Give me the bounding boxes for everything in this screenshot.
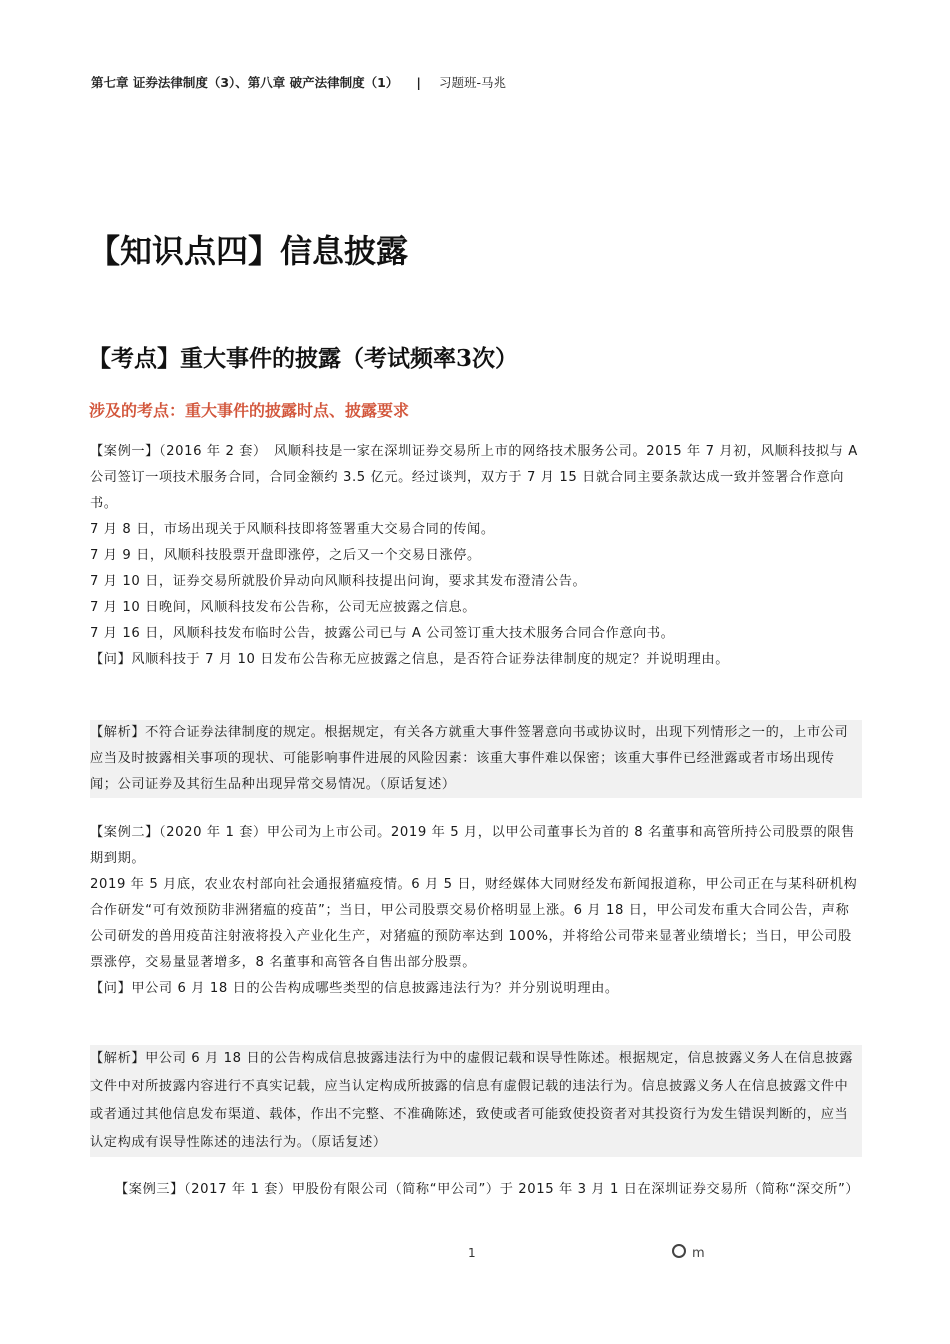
case-one-line: 7 月 10 日晚间，风顺科技发布公告称，公司无应披露之信息。	[90, 600, 477, 615]
case-one-line: 7 月 16 日，风顺科技发布临时公告，披露公司已与 A 公司签订重大技术服务合同合作意向书。	[90, 626, 675, 641]
footer-logo-text: m	[692, 1246, 705, 1261]
case-one	[90, 439, 862, 673]
footer-logo	[672, 1244, 705, 1261]
header-separator: |	[416, 75, 421, 90]
analysis-two-text: 【解析】甲公司 6 月 18 日的公告构成信息披露违法行为中的虚假记载和误导性陈述。根据规定，信息披露义务人在信息披露文件中对所披露内容进行不真实记载，应当认定构成所披露的信息有虚假记载的违法行为。信息披露义务人在信息披露文件中或者通过其他信息发布渠道、载体，作出不完整、不准确陈述，致使或者可能致使投资者对其投资行为发生错误判断的，应当认定构成有误导性陈述的违法行为。（原话复述）	[90, 1051, 854, 1150]
header-course: 习题班-马兆	[438, 75, 506, 90]
case-one-line: 7 月 10 日，证券交易所就股价异动向风顺科技提出问询，要求其发布澄清公告。	[90, 574, 587, 589]
case-one-line: 7 月 8 日，市场出现关于风顺科技即将签署重大交易合同的传闻。	[90, 522, 495, 537]
section-heading: 【考点】重大事件的披露（考试频率3次）	[88, 345, 519, 372]
analysis-two	[90, 1045, 862, 1157]
case-two-question: 【问】甲公司 6 月 18 日的公告构成哪些类型的信息披露违法行为？并分别说明理由。	[90, 981, 619, 996]
case-two	[90, 820, 862, 1002]
case-one-line: 7 月 9 日，风顺科技股票开盘即涨停，之后又一个交易日涨停。	[90, 548, 481, 563]
section-subtitle: 涉及的考点：重大事件的披露时点、披露要求	[89, 401, 410, 420]
case-one-line: 【案例一】（2016 年 2 套） 风顺科技是一家在深圳证券交易所上市的网络技术服务公司。2015 年 7 月初，风顺科技拟与 A 公司签订一项技术服务合同，合同金额约 3.5 亿元。经过谈判，双方于 7 月 15 日就合同主要条款达成一致并签署合作意向书。	[90, 444, 858, 511]
header-chapter: 第七章 证券法律制度（3）、第八章 破产法律制度（1）	[91, 75, 399, 90]
case-three-text: 【案例三】（2017 年 1 套）甲股份有限公司（简称“甲公司”）于 2015 年 3 月 1 日在深圳证券交易所（简称“深交所”）	[115, 1182, 860, 1197]
case-three	[90, 1177, 862, 1203]
case-two-line: 2019 年 5 月底，农业农村部向社会通报猪瘟疫情。6 月 5 日，财经媒体大同财经发布新闻报道称，甲公司正在与某科研机构合作研发“可有效预防非洲猪瘟的疫苗”；当日，甲公司股票交易价格明显上涨。6 月 18 日，甲公司发布重大合同公告，声称公司研发的兽用疫苗注射液将投入产业化生产，对猪瘟的预防率达到 100%，并将给公司带来显著业绩增长；当日，甲公司股票涨停，交易量显著增多，8 名董事和高管各自售出部分股票。	[90, 877, 858, 970]
page-header	[91, 73, 506, 91]
analysis-one	[90, 720, 862, 798]
case-one-question: 【问】风顺科技于 7 月 10 日发布公告称无应披露之信息，是否符合证券法律制度的规定？并说明理由。	[90, 652, 729, 667]
page-title: 【知识点四】信息披露	[88, 232, 409, 270]
case-two-line: 【案例二】（2020 年 1 套）甲公司为上市公司。2019 年 5 月，以甲公司董事长为首的 8 名董事和高管所持公司股票的限售期到期。	[90, 825, 855, 866]
analysis-one-text: 【解析】不符合证券法律制度的规定。根据规定，有关各方就重大事件签署意向书或协议时，出现下列情形之一的，上市公司应当及时披露相关事项的现状、可能影响事件进展的风险因素：该重大事件难以保密；该重大事件已经泄露或者市场出现传闻；公司证券及其衍生品种出现异常交易情况。（原话复述）	[90, 725, 849, 792]
circle-logo-icon	[672, 1244, 686, 1258]
page-number: 1	[468, 1246, 476, 1260]
